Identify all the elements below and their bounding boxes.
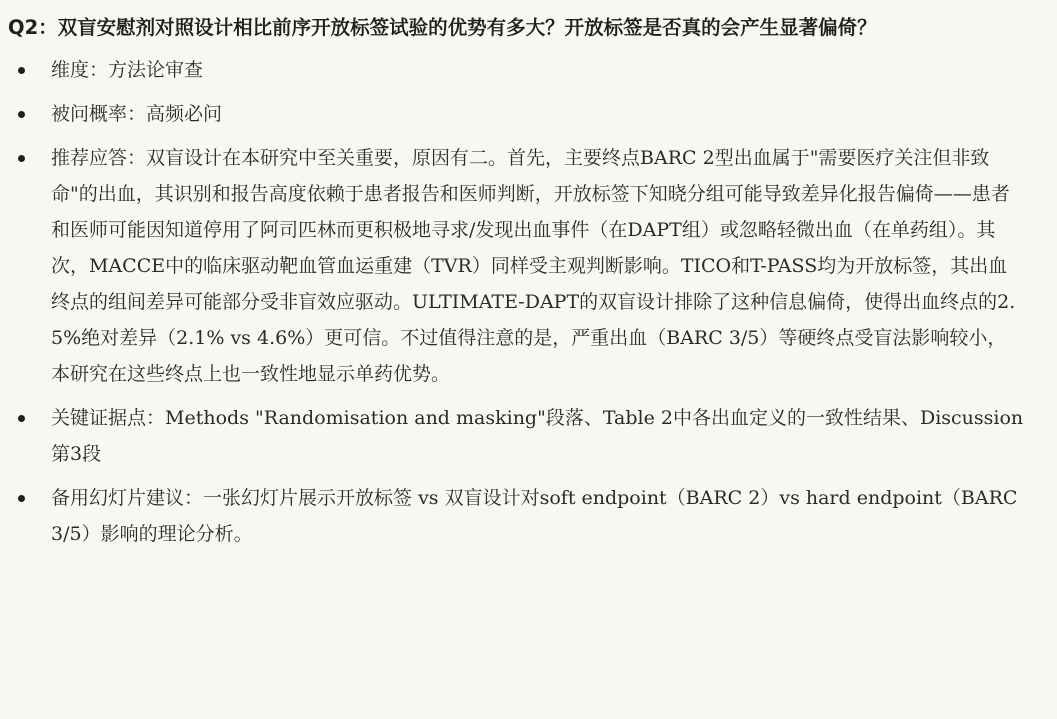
question-heading: Q2：双盲安慰剂对照设计相比前序开放标签试验的优势有多大？开放标签是否真的会产生显著偏倚？	[8, 16, 877, 39]
bullet-icon	[18, 495, 25, 502]
item-separator: ：	[89, 59, 109, 81]
item-label: 被问概率	[51, 103, 128, 125]
bullet-icon	[18, 155, 25, 162]
list-item-backup-slide	[8, 480, 1025, 552]
item-text: Methods "Randomisation and masking"段落、Table 2中各出血定义的一致性结果、Discussion第3段	[51, 407, 1024, 465]
item-label: 关键证据点	[51, 407, 147, 429]
bullet-icon	[18, 415, 25, 422]
list-item-recommended-answer	[8, 140, 1025, 392]
list-item-key-evidence	[8, 400, 1025, 472]
item-label: 推荐应答	[51, 147, 128, 169]
item-label: 维度	[51, 59, 90, 81]
list-item-probability	[8, 96, 1025, 132]
item-text: 高频必问	[146, 103, 223, 125]
item-separator: ：	[184, 487, 204, 509]
item-separator: ：	[146, 407, 166, 429]
item-label: 备用幻灯片建议	[51, 487, 185, 509]
item-separator: ：	[127, 147, 147, 169]
item-separator: ：	[127, 103, 147, 125]
bullet-icon	[18, 67, 25, 74]
item-text: 一张幻灯片展示开放标签 vs 双盲设计对soft endpoint（BARC 2）vs hard endpoint（BARC 3/5）影响的理论分析。	[51, 487, 1018, 545]
list-item-dimension	[8, 52, 1025, 88]
item-text: 双盲设计在本研究中至关重要，原因有二。首先，主要终点BARC 2型出血属于"需要医疗关注但非致命"的出血，其识别和报告高度依赖于患者报告和医师判断，开放标签下知晓分组可能导致差异化报告偏倚——患者和医师可能因知道停用了阿司匹林而更积极地寻求/发现出血事件（在DAPT组）或忽略轻微出血（在单药组）。其次，MACCE中的临床驱动靶血管血运重建（TVR）同样受主观判断影响。TICO和T-PASS均为开放标签，其出血终点的组间差异可能部分受非盲效应驱动。ULTIMATE-DAPT的双盲设计排除了这种信息偏倚，使得出血终点的2.5%绝对差异（2.1% vs 4.6%）更可信。不过值得注意的是，严重出血（BARC 3/5）等硬终点受盲法影响较小，本研究在这些终点上也一致性地显示单药优势。	[51, 147, 1016, 385]
bullet-icon	[18, 111, 25, 118]
item-text: 方法论审查	[108, 59, 204, 81]
answer-list	[8, 52, 1025, 552]
